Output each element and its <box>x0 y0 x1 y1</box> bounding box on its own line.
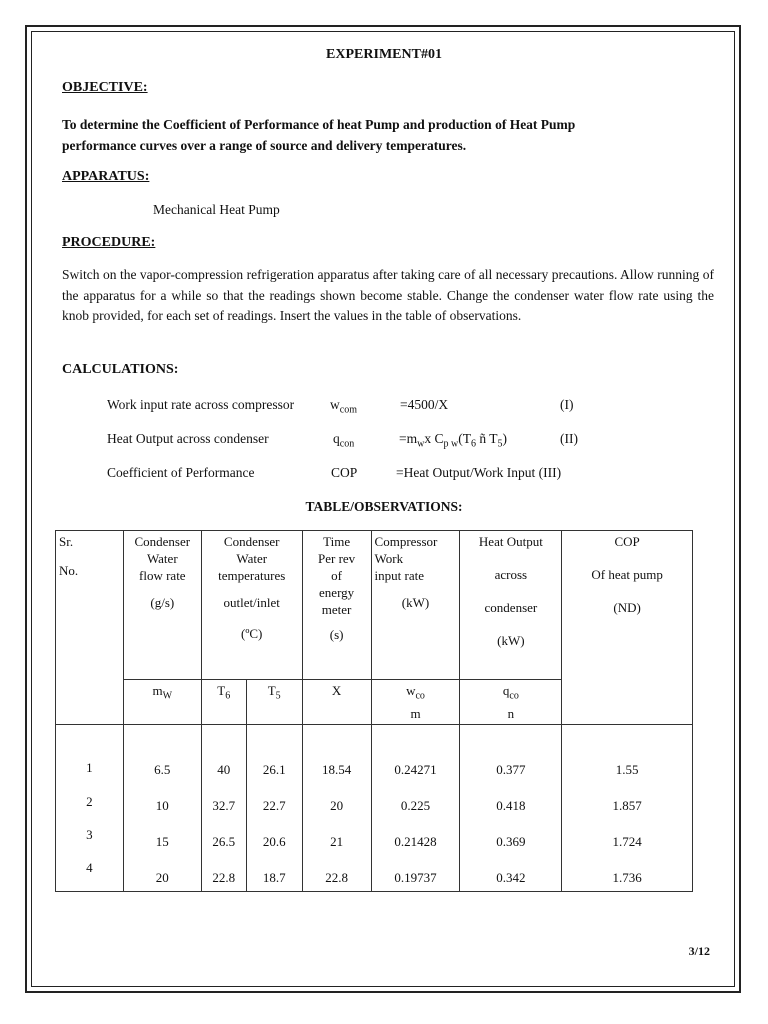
cell-sr-4: 4 <box>86 859 93 875</box>
cell-t6-2: 32.7 <box>212 797 236 813</box>
col-sr <box>56 724 124 891</box>
cell-t5-4: 18.7 <box>262 869 286 885</box>
table-heading: TABLE/OBSERVATIONS: <box>305 499 463 514</box>
header-work: Compressor Work input rate (kW) <box>371 531 460 680</box>
cell-heat-4: 0.342 <box>496 869 526 885</box>
cell-work-1: 0.24271 <box>394 761 437 777</box>
col-t6 <box>201 724 246 891</box>
objective-line-2: performance curves over a range of source and delivery temperatures. <box>62 138 467 153</box>
col-time <box>302 724 371 891</box>
procedure-text: Switch on the vapor-compression refrigeration apparatus after taking care of all necessary precautions. Allow running of the apparatus for a while so that the readings shown become stable. Change the condenser water flow rate using the knob provided, for each set of readings. Insert the values in the table of observations. <box>62 267 714 323</box>
cell-cop-3: 1.724 <box>612 833 642 849</box>
cell-t6-1: 40 <box>217 761 231 777</box>
apparatus-heading: APPARATUS: <box>62 169 150 184</box>
cell-cop-2: 1.857 <box>612 797 642 813</box>
apparatus-item: Mechanical Heat Pump <box>153 202 280 217</box>
cell-t5-3: 20.6 <box>262 833 286 849</box>
calc-label-work: Work input rate across compressor <box>107 397 295 412</box>
procedure-heading: PROCEDURE: <box>62 235 156 250</box>
col-work <box>371 724 460 891</box>
cell-time-1: 18.54 <box>321 761 352 777</box>
calc-symbol-cop: COP <box>331 465 358 480</box>
objective-heading: OBJECTIVE: <box>62 80 148 95</box>
header-sr: Sr. No. <box>56 531 124 725</box>
col-cop <box>562 724 693 891</box>
col-flow <box>123 724 201 891</box>
cell-cop-4: 1.736 <box>612 869 642 885</box>
cell-heat-3: 0.369 <box>496 833 526 849</box>
calc-symbol-work: $w_{com}$ <box>330 397 357 416</box>
objective-text <box>62 114 712 156</box>
header-cop: COP Of heat pump (ND) <box>562 531 693 725</box>
header-heat: Heat Output across condenser (kW) <box>460 531 562 680</box>
cell-heat-2: 0.418 <box>496 797 526 813</box>
cell-flow-2: 10 <box>155 797 169 813</box>
symbol-mw: $m_W$ <box>123 680 201 725</box>
header-time: Time Per rev of energy meter (s) <box>302 531 371 680</box>
symbol-x: X <box>302 680 371 725</box>
cell-flow-1: 6.5 <box>154 761 171 777</box>
cell-time-4: 22.8 <box>325 869 348 885</box>
header-temps: Condenser Water temperatures outlet/inlet (ºC) <box>201 531 302 680</box>
cell-cop-1: 1.55 <box>615 761 639 777</box>
cell-t6-3: 26.5 <box>212 833 236 849</box>
calc-formula-work: =4500/X <box>400 397 449 412</box>
page-number: 3/12 <box>688 944 710 958</box>
calc-formula-heat: $=m_wx$ $C_{p w}(T_6$ ñ $T_5$) <box>399 431 507 450</box>
cell-time-2: 20 <box>330 797 344 813</box>
cell-sr-3: 3 <box>86 826 93 842</box>
cell-time-3: 21 <box>330 833 344 849</box>
cell-sr-1: 1 <box>86 759 93 775</box>
calc-label-heat: Heat Output across condenser <box>107 431 269 446</box>
header-flow: Condenser Water flow rate (g/s) <box>123 531 201 680</box>
table-data-row <box>56 724 693 891</box>
observations-table <box>55 530 693 892</box>
calculations-heading: CALCULATIONS: <box>62 362 179 377</box>
symbol-qcon: $q_{co}$ n <box>460 680 562 725</box>
symbol-wcom: $w_{co}$ m <box>371 680 460 725</box>
calc-num-2: (II) <box>560 431 578 446</box>
symbol-t6: $T_6$ <box>201 680 246 725</box>
objective-line-1: To determine the Coefficient of Performance of heat Pump and production of Heat Pump <box>62 117 576 132</box>
document-title: EXPERIMENT#01 <box>326 47 442 62</box>
cell-flow-4: 20 <box>155 869 169 885</box>
cell-flow-3: 15 <box>155 833 169 849</box>
cell-work-2: 0.225 <box>400 797 431 813</box>
cell-t5-2: 22.7 <box>262 797 286 813</box>
cell-sr-2: 2 <box>86 793 93 809</box>
calc-label-cop: Coefficient of Performance <box>107 465 255 480</box>
cell-heat-1: 0.377 <box>496 761 526 777</box>
cell-work-4: 0.19737 <box>394 869 437 885</box>
col-t5 <box>246 724 302 891</box>
calc-num-1: (I) <box>560 397 574 412</box>
cell-t5-1: 26.1 <box>262 761 286 777</box>
cell-t6-4: 22.8 <box>212 869 236 885</box>
col-heat <box>460 724 562 891</box>
table-header-row <box>56 531 693 680</box>
symbol-t5: $T_5$ <box>246 680 302 725</box>
calc-symbol-heat: $q_{con}$ <box>333 431 355 450</box>
calc-formula-cop: =Heat Output/Work Input (III) <box>396 465 562 480</box>
cell-work-3: 0.21428 <box>394 833 437 849</box>
